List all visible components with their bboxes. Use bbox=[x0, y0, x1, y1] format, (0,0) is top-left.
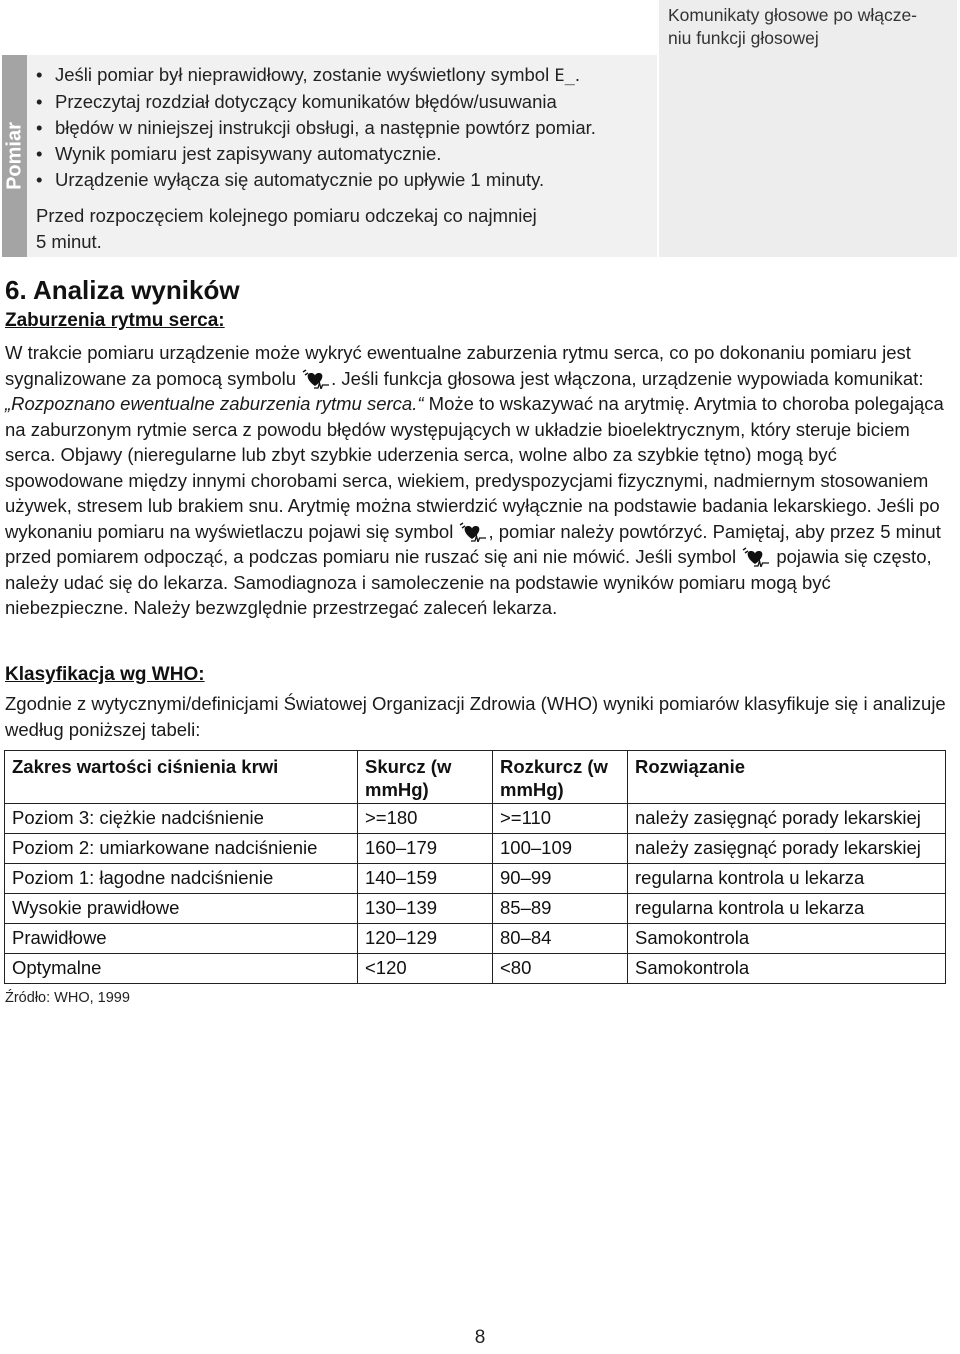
table-cell: 130–139 bbox=[358, 894, 493, 924]
arrhythmia-heading: Zaburzenia rytmu serca: bbox=[5, 310, 225, 331]
who-classification-table bbox=[4, 750, 946, 984]
wait-note: Przed rozpoczęciem kolejnego pomiaru odczekaj co najmniej 5 minut. bbox=[36, 205, 537, 252]
table-cell: Samokontrola bbox=[628, 954, 946, 984]
table-cell: 100–109 bbox=[493, 834, 628, 864]
table-cell: Poziom 3: ciężkie nadciśnienie bbox=[5, 804, 358, 834]
page-number: 8 bbox=[474, 1327, 486, 1348]
table-header-cell: Zakres wartości ciśnienia krwi bbox=[5, 751, 358, 804]
table-row bbox=[5, 924, 946, 954]
table-header-cell: Rozkurcz (w mmHg) bbox=[493, 751, 628, 804]
voice-messages-heading: Komunikaty głosowe po włącze- niu funkcji głosowej bbox=[668, 5, 918, 48]
bullet-item: • Wynik pomiaru jest zapisywany automatycznie. bbox=[36, 141, 596, 167]
table-cell: >=180 bbox=[358, 804, 493, 834]
table-cell: Wysokie prawidłowe bbox=[5, 894, 358, 924]
table-row bbox=[5, 834, 946, 864]
table-cell: 160–179 bbox=[358, 834, 493, 864]
table-row bbox=[5, 894, 946, 924]
table-cell: <120 bbox=[358, 954, 493, 984]
voice-messages-box bbox=[659, 0, 957, 257]
table-row bbox=[5, 804, 946, 834]
table-header-cell: Skurcz (w mmHg) bbox=[358, 751, 493, 804]
table-cell: 140–159 bbox=[358, 864, 493, 894]
table-cell: należy zasięgnąć porady lekarskiej bbox=[628, 804, 946, 834]
who-heading: Klasyfikacja wg WHO: bbox=[5, 664, 205, 685]
table-header-row bbox=[5, 751, 946, 804]
side-tab-label: Pomiar bbox=[3, 122, 25, 190]
who-intro: Zgodnie z wytycznymi/definicjami Światowej Organizacji Zdrowia (WHO) wyniki pomiarów klasyfikuje się i analizuje według poniższej tabeli: bbox=[5, 693, 946, 740]
table-cell: należy zasięgnąć porady lekarskiej bbox=[628, 834, 946, 864]
heart-with-irregular-pulse-icon bbox=[458, 522, 488, 542]
side-tab bbox=[2, 55, 27, 257]
bullet-continuation: • Przeczytaj rozdział dotyczący komunikatów błędów/usuwania bbox=[36, 89, 596, 115]
table-row bbox=[5, 864, 946, 894]
section-title: 6. Analiza wyników bbox=[5, 275, 240, 305]
table-row bbox=[5, 954, 946, 984]
measurement-bullet-list bbox=[36, 62, 596, 193]
table-cell: >=110 bbox=[493, 804, 628, 834]
heart-with-irregular-pulse-icon bbox=[301, 369, 331, 389]
table-cell: 90–99 bbox=[493, 864, 628, 894]
bullet-item: • Jeśli pomiar był nieprawidłowy, zostanie wyświetlony symbol E_. bbox=[36, 62, 596, 89]
arrhythmia-paragraph: W trakcie pomiaru urządzenie może wykryć ewentualne zaburzenia rytmu serca, co po dokonaniu pomiaru jest sygnalizowane za pomocą symbolu . Jeśli funkcja głosowa jest włączona, urządzenie wypowiada komunikat: „Rozpoznano ewentualne zaburzenia rytmu serca.“ Może to wskazywać na arytmię. Arytmia to choroba polegająca na zaburzonym rytmie serca z powodu błędów występujących w układzie bioelektrycznym, który steruje biciem serca. Objawy (nieregularne lub zbyt szybkie uderzenia serca, wolne albo za szybkie tętno) mogą być spowodowane między innymi chorobami serca, wiekiem, predyspozycjami fizycznymi, nadmiernym stosowaniem używek, stresem lub brakiem snu. Arytmię można stwierdzić wyłącznie na podstawie badania lekarskiego. Jeśli po wykonaniu pomiaru na wyświetlaczu pojawi się symbol , pomiar należy powtórzyć. Pamiętaj, aby przez 5 minut przed pomiarem odpocząć, a podczas pomiaru nie ruszać się ani nie mówić. Jeśli symbol pojawia się często, należy udać się do lekarza. Samodiagnoza i samoleczenie na podstawie wyników pomiaru mogą być niebezpieczne. Należy bezwzględnie przestrzegać zaleceń lekarza. bbox=[5, 342, 944, 618]
bullet-item: • Urządzenie wyłącza się automatycznie po upływie 1 minuty. bbox=[36, 167, 596, 193]
error-symbol: E_ bbox=[554, 66, 575, 86]
table-cell: 120–129 bbox=[358, 924, 493, 954]
table-cell: 85–89 bbox=[493, 894, 628, 924]
heart-with-irregular-pulse-icon bbox=[741, 547, 771, 567]
source-note: Źródło: WHO, 1999 bbox=[5, 990, 130, 1006]
table-cell: Samokontrola bbox=[628, 924, 946, 954]
table-cell: <80 bbox=[493, 954, 628, 984]
table-cell: Optymalne bbox=[5, 954, 358, 984]
table-cell: regularna kontrola u lekarza bbox=[628, 864, 946, 894]
table-cell: Prawidłowe bbox=[5, 924, 358, 954]
table-cell: Poziom 1: łagodne nadciśnienie bbox=[5, 864, 358, 894]
table-header-cell: Rozwiązanie bbox=[628, 751, 946, 804]
bullet-continuation: • błędów w niniejszej instrukcji obsługi, a następnie powtórz pomiar. bbox=[36, 115, 596, 141]
table-cell: regularna kontrola u lekarza bbox=[628, 894, 946, 924]
table-cell: Poziom 2: umiarkowane nadciśnienie bbox=[5, 834, 358, 864]
table-cell: 80–84 bbox=[493, 924, 628, 954]
